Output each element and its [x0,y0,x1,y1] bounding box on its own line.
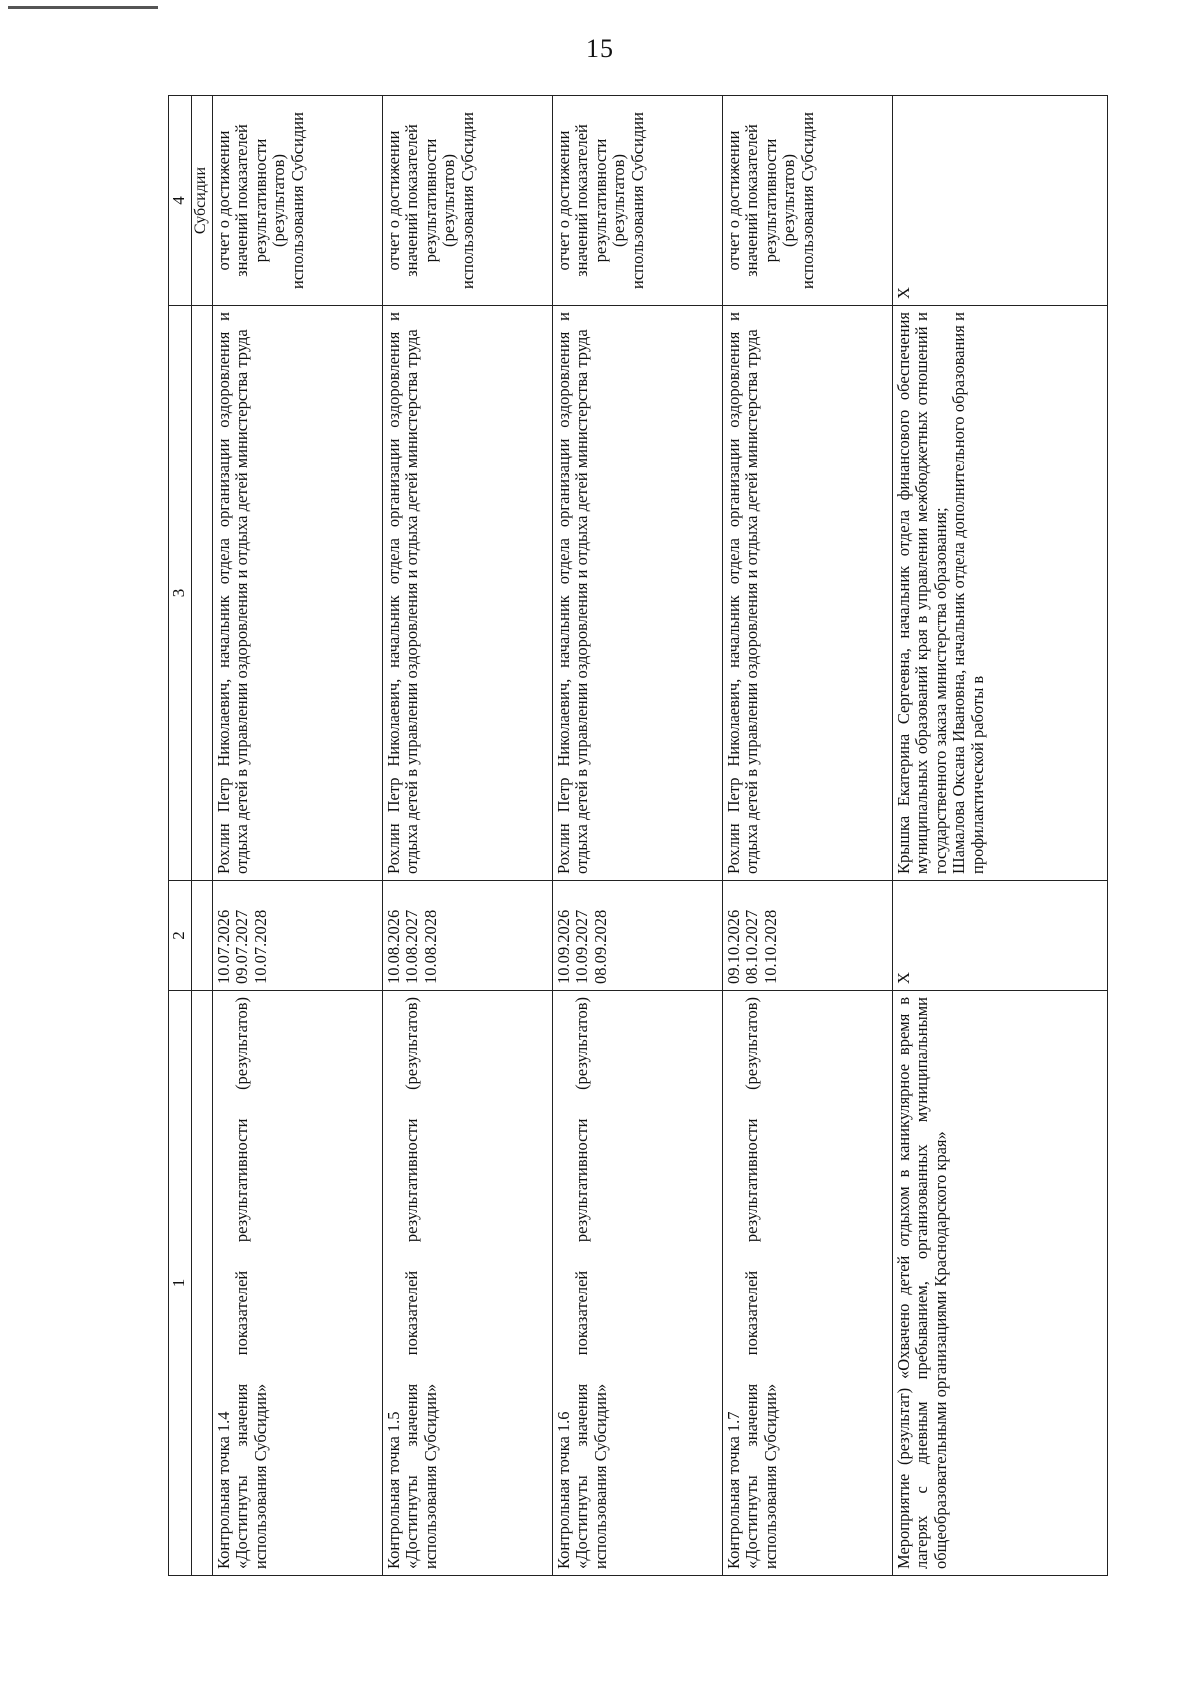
cell-document: отчет о достижении значений показателей результативности (результатов) использования Субсидии [213,96,383,306]
cell-responsible-persons [893,306,1108,881]
responsible-person: Крышка Екатерина Сергеевна, начальник отдела финансового обеспечения муниципальных образований края в управлении межбюджетных отношений и государственного заказа министерства образования; [894,312,950,874]
cell-dates [383,881,553,991]
document-table [168,95,1108,1576]
cell-control-point [723,991,893,1576]
control-point-text: «Достигнуты значения показателей результативности (результатов) использования Субсидии» [232,997,270,1569]
cell-responsible: Рохлин Петр Николаевич, начальник отдела организации оздоровления и отдыха детей в управлении оздоровления и отдыха детей министерства труда [383,306,553,881]
control-point-title: Контрольная точка 1.5 [384,1411,403,1569]
table-row [213,96,383,1576]
cell-not-applicable: Х [893,881,1108,991]
column-number-2: 2 [169,881,192,991]
date: 09.07.2027 [232,909,252,984]
cell-responsible: Рохлин Петр Николаевич, начальник отдела организации оздоровления и отдыха детей в управлении оздоровления и отдыха детей министерства труда [553,306,723,881]
cell-control-point [553,991,723,1576]
control-point-text: «Достигнуты значения показателей результативности (результатов) использования Субсидии» [402,997,440,1569]
cell-dates [723,881,893,991]
control-point-text: «Достигнуты значения показателей результативности (результатов) использования Субсидии» [572,997,610,1569]
table-row [723,96,893,1576]
page-number: 15 [586,34,614,63]
date: 10.10.2028 [760,909,780,984]
date: 10.08.2028 [420,909,440,984]
date: 10.09.2026 [554,909,573,984]
date: 10.08.2027 [402,909,422,984]
cell-document: отчет о достижении значений показателей результативности (результатов) использования Субсидии [553,96,723,306]
cell-not-applicable: Х [893,96,1108,306]
cell-control-point [213,991,383,1576]
date: 08.10.2027 [742,909,762,984]
date: 10.07.2026 [214,909,233,984]
cell-dates [553,881,723,991]
date: 09.10.2026 [724,909,743,984]
continuation-text-col4: Субсидии [192,96,213,306]
responsible-person: Шамалова Оксана Ивановна, начальник отдела дополнительного образования и профилактической работы в [949,312,987,874]
date: 10.09.2027 [572,909,592,984]
date: 10.08.2026 [384,909,403,984]
table-row [383,96,553,1576]
column-number-4: 4 [169,96,192,306]
control-point-title: Контрольная точка 1.7 [724,1411,743,1569]
cell-responsible: Рохлин Петр Николаевич, начальник отдела организации оздоровления и отдыха детей в управлении оздоровления и отдыха детей министерства труда [723,306,893,881]
scan-edge-mark [8,6,158,9]
column-number-3: 3 [169,306,192,881]
column-number-row [169,96,192,1576]
continuation-row [192,96,213,1576]
cell-document: отчет о достижении значений показателей результативности (результатов) использования Субсидии [723,96,893,306]
date: 10.07.2028 [250,909,270,984]
control-point-title: Контрольная точка 1.6 [554,1411,573,1569]
cell-responsible: Рохлин Петр Николаевич, начальник отдела организации оздоровления и отдыха детей в управлении оздоровления и отдыха детей министерства труда [213,306,383,881]
table-row [893,96,1108,1576]
date: 08.09.2028 [590,909,610,984]
control-point-title: Контрольная точка 1.4 [214,1411,233,1569]
cell-event: Мероприятие (результат) «Охвачено детей отдыхом в каникулярное время в лагерях с дневным пребыванием, организованных муниципальными общеобразовательными организациями Краснодарского края» [893,991,1108,1576]
column-number-1: 1 [169,991,192,1576]
table-row [553,96,723,1576]
cell-dates [213,881,383,991]
control-point-text: «Достигнуты значения показателей результативности (результатов) использования Субсидии» [742,997,780,1569]
rotated-table-sheet [168,96,1048,1576]
cell-document: отчет о достижении значений показателей результативности (результатов) использования Субсидии [383,96,553,306]
cell-control-point [383,991,553,1576]
